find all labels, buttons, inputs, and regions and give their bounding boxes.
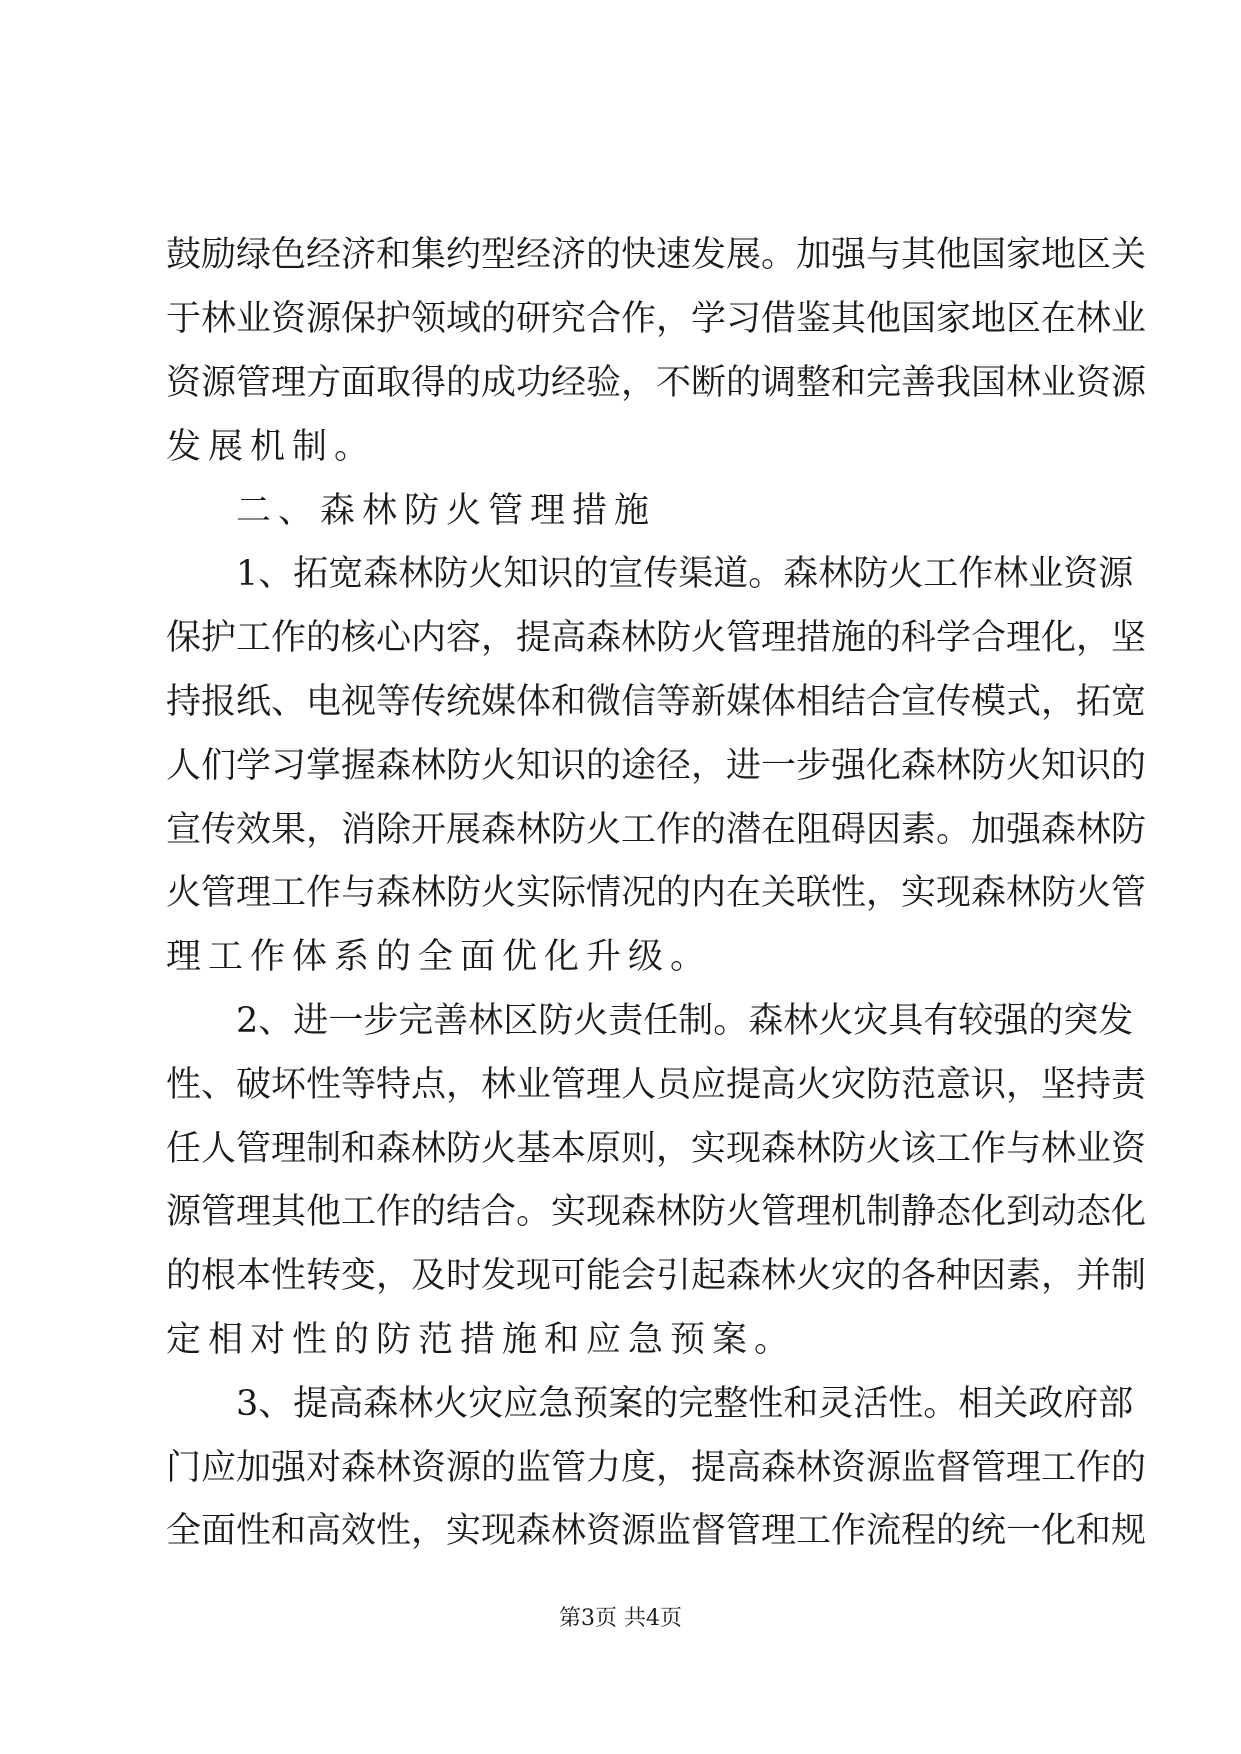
text-line: 保护工作的核心内容，提高森林防火管理措施的科学合理化，坚 [166,618,1147,658]
text-line: 源管理其他工作的结合。实现森林防火管理机制静态化到动态化 [166,1192,1147,1232]
text-line: 3、提高森林火灾应急预案的完整性和灵活性。相关政府部 [236,1384,1134,1424]
text-line: 资源管理方面取得的成功经验，不断的调整和完善我国林业资源 [166,363,1147,403]
text-line: 全面性和高效性，实现森林资源监督管理工作流程的统一化和规 [166,1511,1147,1551]
text-line: 于林业资源保护领域的研究合作，学习借鉴其他国家地区在林业 [166,299,1147,339]
text-line: 宣传效果，消除开展森林防火工作的潜在阻碍因素。加强森林防 [166,810,1147,850]
text-line: 发展机制。 [166,427,377,467]
text-line: 门应加强对森林资源的监管力度，提高森林资源监督管理工作的 [166,1448,1147,1488]
text-line: 鼓励绿色经济和集约型经济的快速发展。加强与其他国家地区关 [166,235,1147,275]
page-footer: 第3页 共4页 [559,1606,682,1631]
text-line: 定相对性的防范措施和应急预案。 [166,1320,797,1360]
text-line: 性、破坏性等特点，林业管理人员应提高火灾防范意识，坚持责 [166,1065,1147,1105]
section-heading: 二、森林防火管理措施 [236,491,657,531]
text-line: 2、进一步完善林区防火责任制。森林火灾具有较强的突发 [236,1001,1134,1041]
text-line: 火管理工作与森林防火实际情况的内在关联性，实现森林防火管 [166,873,1147,913]
text-line: 人们学习掌握森林防火知识的途径，进一步强化森林防火知识的 [166,746,1147,786]
text-line: 持报纸、电视等传统媒体和微信等新媒体相结合宣传模式，拓宽 [166,682,1147,722]
text-line: 理工作体系的全面优化升级。 [166,937,713,977]
text-line: 1、拓宽森林防火知识的宣传渠道。森林防火工作林业资源 [236,554,1134,594]
text-line: 的根本性转变，及时发现可能会引起森林火灾的各种因素，并制 [166,1256,1147,1296]
text-line: 任人管理制和森林防火基本原则，实现森林防火该工作与林业资 [166,1129,1147,1169]
